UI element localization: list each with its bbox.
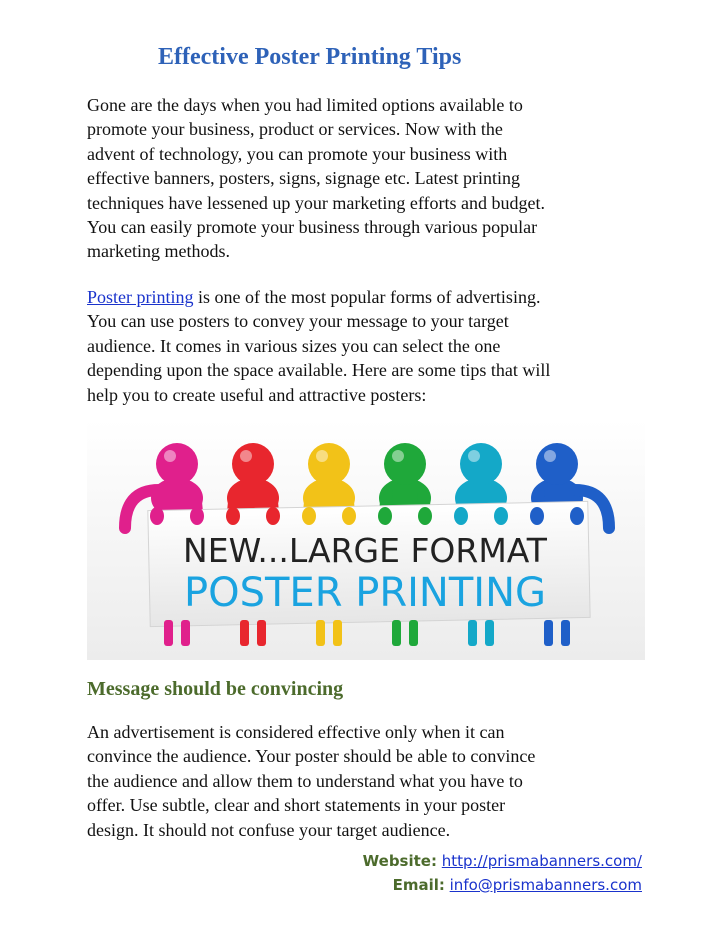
figure-leg	[333, 620, 342, 646]
figure-highlight	[316, 450, 328, 462]
page-title: Effective Poster Printing Tips	[158, 44, 462, 70]
footer-email	[282, 876, 642, 894]
figure-leg	[544, 620, 553, 646]
figure-head	[232, 443, 274, 485]
section-heading: Message should be convincing	[87, 678, 344, 700]
figure-hand	[342, 507, 356, 525]
website-link[interactable]: http://prismabanners.com/	[441, 852, 642, 870]
poster-printing-text: is one of the most popular forms of advertising. You can use posters to convey your message to your target audience. It comes in various sizes you can select the one depending upon the space available. Here are some tips that will help you to create useful and attractive posters:	[87, 287, 551, 405]
figure-hand	[266, 507, 280, 525]
website-label: Website:	[362, 852, 437, 870]
figure-hand	[150, 507, 164, 525]
figure-leg	[392, 620, 401, 646]
poster-printing-paragraph	[87, 285, 657, 407]
figure-head	[460, 443, 502, 485]
figure-hand	[378, 507, 392, 525]
banner-line2: POSTER PRINTING	[184, 570, 546, 616]
figure-hand	[530, 507, 544, 525]
intro-paragraph: Gone are the days when you had limited options available to promote your business, product or services. Now with the advent of technology, you can promote your business with effective banners, posters, signs, signage etc. Latest printing techniques have lessened up your marketing efforts and budget. You can easily promote your business through various popular marketing methods.	[87, 95, 546, 262]
figure-highlight	[468, 450, 480, 462]
figure-leg	[181, 620, 190, 646]
figure-head	[384, 443, 426, 485]
figure-leg	[468, 620, 477, 646]
poster-printing-link[interactable]: Poster printing	[87, 287, 194, 307]
figure-leg	[164, 620, 173, 646]
figure-hand	[302, 507, 316, 525]
figure-leg	[316, 620, 325, 646]
figure-head	[308, 443, 350, 485]
email-label: Email:	[392, 876, 445, 894]
figure-leg	[561, 620, 570, 646]
figure-leg	[485, 620, 494, 646]
footer-website	[282, 852, 642, 870]
figure-hand	[226, 507, 240, 525]
figure-hand	[494, 507, 508, 525]
email-link[interactable]: info@prismabanners.com	[449, 876, 642, 894]
figure-leg	[257, 620, 266, 646]
figure-leg	[409, 620, 418, 646]
figure-hand	[190, 507, 204, 525]
figure-hand	[454, 507, 468, 525]
figure-highlight	[164, 450, 176, 462]
figure-head	[536, 443, 578, 485]
convincing-paragraph: An advertisement is considered effective only when it can convince the audience. Your poster should be able to convince the audience and allow them to understand what you have to offer. Use subtle, clear and short statements in your poster design. It should not confuse your target audience.	[87, 722, 536, 840]
figure-highlight	[544, 450, 556, 462]
figure-hand	[418, 507, 432, 525]
figure-hand	[570, 507, 584, 525]
poster-banner-image	[87, 420, 645, 660]
figure-head	[156, 443, 198, 485]
figure-leg	[240, 620, 249, 646]
figure-highlight	[392, 450, 404, 462]
figure-highlight	[240, 450, 252, 462]
banner-line1: NEW...LARGE FORMAT	[183, 531, 547, 570]
